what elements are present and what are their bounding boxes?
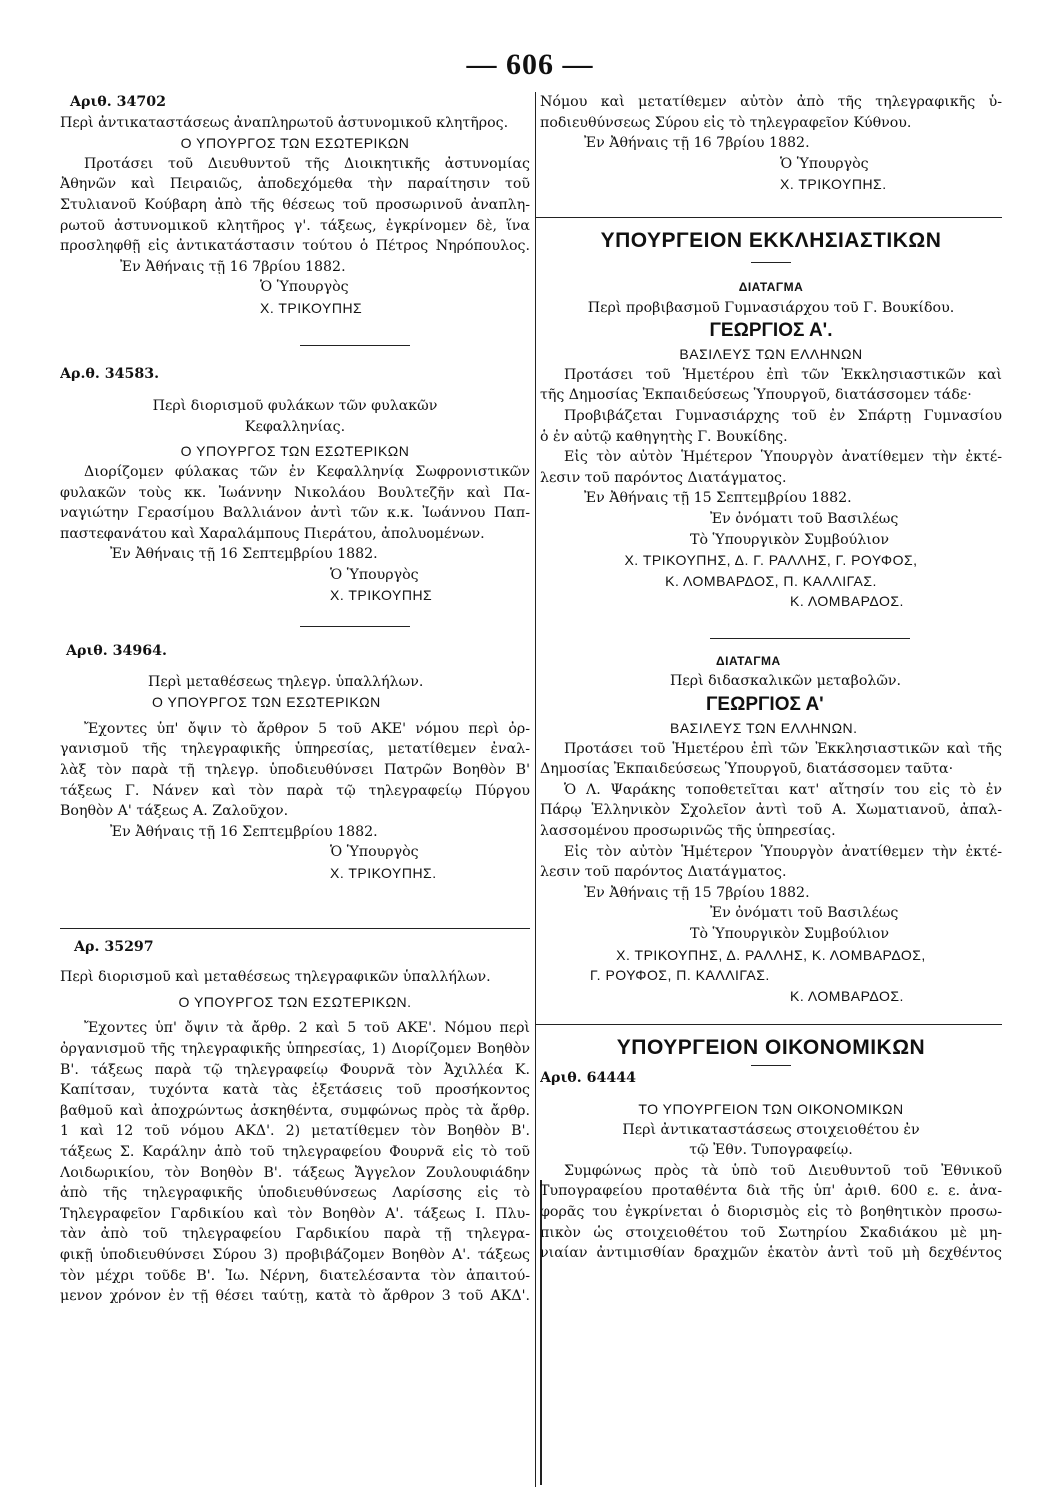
body-line: μενον χρόνον ἐν τῇ θέσει ταύτῃ, κατὰ τὸ ἄρθρον 3 τοῦ ΑΚΔ'. (60, 1288, 530, 1305)
separator-rule (300, 626, 410, 627)
body-line: Προβιβάζεται Γυμνασιάρχης τοῦ ἐν Σπάρτῃ Γυμνασίου (564, 407, 1002, 424)
body-line: γανισμοῦ τῆς τηλεγραφικῆς ὑπηρεσίας, μετατίθεμεν ἐναλ- (60, 741, 530, 758)
body-line: Εἰς τὸν αὐτὸν Ἡμέτερον Ὑπουργὸν ἀνατίθεμεν τὴν ἐκτέ- (564, 449, 1002, 466)
body-line: ἀπὸ τῆς τηλεγραφικῆς ὑποδιευθύνσεως Λαρίσσης εἰς τὸ (60, 1185, 530, 1202)
signatory-title: Ὁ Ὑπουργὸς (330, 844, 419, 861)
body-line: Καπίτσαν, τυχόντα κατὰ τὰς ἐξετάσεις τοῦ προσήκοντος (60, 1082, 530, 1099)
decree-subject: Περὶ διδασκαλικῶν μεταβολῶν. (670, 673, 902, 690)
short-rule (751, 1065, 791, 1066)
body-line: Τυπογραφείου προταθέντα διὰ τῆς ὑπ' ἀριθ. 600 ε. ε. ἀνα- (540, 1183, 1002, 1200)
body-line: ναγιώτην Γερασίμου Βαλλιάνον ἀντὶ τῶν κ.κ. Ἰωάννου Παπ- (60, 505, 530, 522)
decision-number: Αριθ. 34964. (66, 643, 167, 660)
body-line: Λοιδωρικίου, τὸν Βοηθὸν Β'. τάξεως Ἄγγελον Ζουλουφιάδην (60, 1164, 530, 1181)
decree-label: ΔΙΑΤΑΓΜΑ (716, 653, 781, 668)
decree-authority: Ἐν ὀνόματι τοῦ Βασιλέως (710, 510, 899, 527)
page-number: — 606 — (466, 48, 594, 81)
decree-boukidis (540, 277, 1002, 612)
decision-subject: Κεφαλληνίας. (244, 418, 346, 435)
signatory-title: Ὁ Ὑπουργὸς (330, 566, 419, 583)
decision-number: Αριθ. 64444 (540, 1070, 637, 1087)
signatory-title: Ὁ Ὑπουργὸς (780, 155, 869, 172)
signature: Γ. ΡΟΥΦΟΣ, Π. ΚΑΛΛΙΓΑΣ. (590, 967, 770, 984)
body-line: Ἔχοντες ὑπ' ὄψιν τὰ ἄρθρ. 2 καὶ 5 τοῦ ΑΚΕ'. Νόμου περὶ (84, 1020, 530, 1037)
decree-psarakis (540, 651, 1002, 1007)
decree-council: Τὸ Ὑπουργικὸν Συμβούλιον (690, 531, 889, 548)
separator-rule (300, 345, 410, 346)
decision-heading: Ο ΥΠΟΥΡΓΟΣ ΤΩΝ ΕΣΩΤΕΡΙΚΩΝ (180, 443, 410, 460)
decision-date: Ἐν Ἀθήναις τῇ 16 7βρίου 1882. (120, 258, 346, 275)
decree-date: Ἐν Ἀθήναις τῇ 15 Σεπτεμβρίου 1882. (584, 490, 852, 507)
column-divider (535, 92, 536, 1487)
left-column (60, 92, 530, 1307)
decision-number: Αριθ. 34702 (70, 94, 167, 110)
decision-date: Ἐν Ἀθήναις τῇ 16 7βρίου 1882. (584, 135, 810, 152)
body-line: Ὁ Λ. Ψαράκης τοποθετεῖται κατ' αἴτησίν του εἰς τὸ ἐν (564, 781, 1002, 798)
body-line: Τηλεγραφεῖον Γαρδικίου καὶ τὸν Βοηθὸν Α'. τάξεως Ι. Πλυ- (60, 1205, 530, 1222)
king-title: ΒΑΣΙΛΕΥΣ ΤΩΝ ΕΛΛΗΝΩΝ (679, 346, 863, 363)
body-line: λασσομένου προσωρινῶς τῆς ὑπηρεσίας. (540, 823, 836, 840)
body-line: λὰξ τὸν παρὰ τῇ τηλεγρ. ὑποδιευθύνσει Πατρῶν Βοηθὸν Β' (60, 762, 530, 779)
body-line: Διορίζομεν φύλακας τῶν ἐν Κεφαλληνίᾳ Σωφρονιστικῶν (84, 463, 530, 480)
body-line: φορᾶς του ἐγκρίνεται ὁ διορισμὸς εἰς τὸ βοηθητικὸν προσω- (540, 1203, 1002, 1220)
decision-34702 (60, 92, 530, 319)
decision-64444 (540, 1068, 1002, 1263)
body-line: ποδιευθύνσεως Σύρου εἰς τὸ τηλεγραφεῖον Κύθνου. (540, 114, 912, 131)
body-line: 1 καὶ 12 τοῦ νόμου ΑΚΔ'. 2) μετατίθεμεν τὸν Βοηθὸν Β'. (60, 1123, 530, 1140)
body-line: τάξεως Σ. Καράλην ἀπὸ τοῦ τηλεγραφείου Φουρνᾶ εἰς τὸ τοῦ (60, 1143, 530, 1160)
body-line: Ἀθηνῶν καὶ Πειραιῶς, ἀποδεχόμεθα τὴν παραίτησιν τοῦ (60, 176, 530, 193)
decree-label: ΔΙΑΤΑΓΜΑ (738, 279, 804, 294)
decision-heading: Ο ΥΠΟΥΡΓΟΣ ΤΩΝ ΕΣΩΤΕΡΙΚΩΝ (180, 135, 410, 152)
decision-heading: ΤΟ ΥΠΟΥΡΓΕΙΟΝ ΤΩΝ ΟΙΚΟΝΟΜΙΚΩΝ (638, 1100, 904, 1117)
body-line: ρωτοῦ ἀστυνομικοῦ κλητῆρος γ'. τάξεως, ἐγκρίνομεν δὲ, ἵνα (60, 217, 530, 234)
body-line: βαθμοῦ καὶ ἀποχρώντως ἀσκηθέντα, συμφώνως πρὸς τὰ ἄρθρ. (60, 1102, 530, 1119)
signature: Κ. ΛΟΜΒΑΡΔΟΣ. (790, 593, 904, 610)
signature: Χ. ΤΡΙΚΟΥΠΗΣ, Δ. Γ. ΡΑΛΛΗΣ, Γ. ΡΟΥΦΟΣ, (624, 552, 918, 569)
body-line: τῆς Δημοσίας Ἐκπαιδεύσεως Ὑπουργοῦ, διατάσσομεν τάδε· (540, 387, 972, 404)
decision-subject: Περὶ ἀντικαταστάσεως ἀναπληρωτοῦ ἀστυνομικοῦ κλητῆρος. (60, 114, 509, 131)
signature: Κ. ΛΟΜΒΑΡΔΟΣ. (790, 987, 904, 1004)
decision-number: Αρ. 35297 (74, 938, 154, 955)
decree-council: Τὸ Ὑπουργικὸν Συμβούλιον (690, 926, 889, 942)
ministry-heading: ΥΠΟΥΡΓΕΙΟΝ ΕΚΚΛΗΣΙΑΣΤΙΚΩΝ (600, 228, 942, 252)
body-line: ὀργανισμοῦ τῆς τηλεγραφικῆς ὑπηρεσίας, 1) Διορίζομεν Βοηθὸν (60, 1040, 530, 1057)
body-line: Προτάσει τοῦ Ἡμετέρου ἐπὶ τῶν Ἐκκλησιαστικῶν καὶ τῆς (564, 740, 1002, 757)
body-line: νιαίαν ἀντιμισθίαν δραχμῶν ἑκατὸν ἀντὶ τοῦ μὴ δεχθέντος (540, 1245, 1002, 1262)
body-line: Εἰς τὸν αὐτὸν Ἡμέτερον Ὑπουργὸν ἀνατίθεμεν τὴν ἐκτέ- (564, 843, 1002, 860)
decision-date: Ἐν Ἀθήναις τῇ 16 Σεπτεμβρίου 1882. (110, 823, 378, 840)
signature: Χ. ΤΡΙΚΟΥΠΗΣ. (780, 176, 887, 193)
body-line: φυλακῶν τοὺς κκ. Ἰωάννην Νικολάου Βουλτεζῆν καὶ Πα- (60, 484, 530, 501)
signature: Κ. ΛΟΜΒΑΡΔΟΣ, Π. ΚΑΛΛΙΓΑΣ. (665, 572, 877, 589)
body-line: πικὸν ὡς στοιχειοθέτου τοῦ Σωτηρίου Σκαδιάκου μὲ μη- (540, 1224, 1002, 1241)
ministry-heading: ΥΠΟΥΡΓΕΙΟΝ ΟΙΚΟΝΟΜΙΚΩΝ (616, 1036, 926, 1060)
decision-continuation (540, 92, 1002, 195)
decision-subject: Περὶ διορισμοῦ καὶ μεταθέσεως τηλεγραφικῶν ὑπαλλήλων. (60, 969, 491, 986)
body-line: ὁ ἐν αὐτῷ καθηγητὴς Γ. Βουκίδης. (540, 428, 788, 445)
body-line: τάξεως Γ. Νάνεν καὶ τὸν παρὰ τῷ τηλεγραφείῳ Πύργου (60, 782, 530, 799)
decision-35297 (60, 937, 530, 1307)
separator-rule (535, 1024, 1002, 1025)
body-line: Βοηθὸν Α' τάξεως Α. Ζαλοῦχον. (60, 803, 289, 820)
signature: Χ. ΤΡΙΚΟΥΠΗΣ. (330, 865, 437, 881)
body-line: προσληφθῇ εἰς ἀντικατάστασιν τούτου ὁ Πέτρος Νηρόπουλος. (60, 238, 530, 255)
body-line: Συμφώνως πρὸς τὰ ὑπὸ τοῦ Διευθυντοῦ τοῦ Ἐθνικοῦ (564, 1162, 1002, 1179)
signature: Χ. ΤΡΙΚΟΥΠΗΣ, Δ. ΡΑΛΛΗΣ, Κ. ΛΟΜΒΑΡΔΟΣ, (616, 946, 926, 963)
decision-heading: Ο ΥΠΟΥΡΓΟΣ ΤΩΝ ΕΣΩΤΕΡΙΚΩΝ. (178, 993, 412, 1010)
separator-rule (710, 638, 910, 639)
decision-heading: Ο ΥΠΟΥΡΓΟΣ ΤΩΝ ΕΣΩΤΕΡΙΚΩΝ (152, 694, 381, 711)
body-line: Πάρῳ Ἑλληνικὸν Σχολεῖον ἀντὶ τοῦ Α. Χωματιανοῦ, ἀπαλ- (540, 802, 1002, 819)
body-line: παστεφανάτου καὶ Χαραλάμπους Πιεράτου, ἀπολυομένων. (60, 525, 485, 542)
body-line: Ἔχοντες ὑπ' ὄψιν τὸ ἄρθρον 5 τοῦ ΑΚΕ' νόμου περὶ ὀρ- (84, 720, 530, 737)
decision-subject: Περὶ διορισμοῦ φυλάκων τῶν φυλακῶν (152, 398, 438, 415)
body-line: λεσιν τοῦ παρόντος Διατάγματος. (540, 469, 787, 486)
right-column (540, 92, 1002, 1264)
body-line: Β'. τάξεως παρὰ τῷ τηλεγραφείῳ Φουρνᾶ τὸν Ἀχιλλέα Κ. (60, 1061, 530, 1078)
body-line: Προτάσει τοῦ Διευθυντοῦ τῆς Διοικητικῆς ἀστυνομίας (84, 155, 530, 172)
body-line: Στυλιανοῦ Κούβαρη ἀπὸ τῆς θέσεως τοῦ προσωρινοῦ ἀναπλη- (60, 196, 530, 213)
body-line: φικῇ ὑποδιευθύνσει Σύρου 3) προβιβάζομεν Βοηθὸν Α'. τάξεως (60, 1246, 530, 1263)
body-line: Νόμου καὶ μετατίθεμεν αὐτὸν ἀπὸ τῆς τηλεγραφικῆς ὑ- (540, 94, 1002, 110)
body-line: λεσιν τοῦ παρόντος Διατάγματος. (540, 864, 787, 881)
decree-date: Ἐν Ἀθήναις τῇ 15 7βρίου 1882. (584, 884, 810, 901)
separator-rule (60, 928, 530, 929)
decision-date: Ἐν Ἀθήναις τῇ 16 Σεπτεμβρίου 1882. (110, 546, 378, 563)
decision-number: Αρ.θ. 34583. (60, 365, 160, 382)
king-title: ΒΑΣΙΛΕΥΣ ΤΩΝ ΕΛΛΗΝΩΝ. (670, 720, 858, 737)
body-line: Δημοσίας Ἐκπαιδεύσεως Ὑπουργοῦ, διατάσσομεν ταῦτα· (540, 761, 954, 778)
king-name: ΓΕΩΡΓΙΟΣ Α' (706, 694, 824, 716)
decision-subject: τῷ Ἐθν. Τυπογραφείῳ. (689, 1142, 853, 1159)
body-line: τὸν μέχρι τοῦδε Β'. Ἰω. Νέρνη, διατελέσαντα τὸν ἀπαιτού- (60, 1267, 530, 1284)
signature: Χ. ΤΡΙΚΟΥΠΗΣ (260, 299, 363, 316)
king-name: ΓΕΩΡΓΙΟΣ Α'. (709, 320, 833, 342)
body-line: Προτάσει τοῦ Ἡμετέρου ἐπὶ τῶν Ἐκκλησιαστικῶν καὶ (564, 366, 1002, 383)
decree-subject: Περὶ προβιβασμοῦ Γυμνασιάρχου τοῦ Γ. Βουκίδου. (587, 299, 955, 316)
decision-34583 (60, 364, 530, 607)
separator-rule (535, 217, 1002, 218)
decision-subject: Περὶ μεταθέσεως τηλεγρ. ὑπαλλήλων. (148, 673, 424, 690)
short-rule (751, 262, 791, 263)
body-line: τὰν ἀπὸ τοῦ τηλεγραφείου Γαρδικίου παρὰ τῇ τηλεγρα- (60, 1226, 530, 1243)
signature: Χ. ΤΡΙΚΟΥΠΗΣ (330, 587, 433, 604)
decision-subject: Περὶ ἀντικαταστάσεως στοιχειοθέτου ἐν (622, 1121, 920, 1138)
decision-34964 (60, 641, 530, 884)
signatory-title: Ὁ Ὑπουργὸς (260, 279, 349, 296)
decree-authority: Ἐν ὀνόματι τοῦ Βασιλέως (710, 905, 899, 922)
